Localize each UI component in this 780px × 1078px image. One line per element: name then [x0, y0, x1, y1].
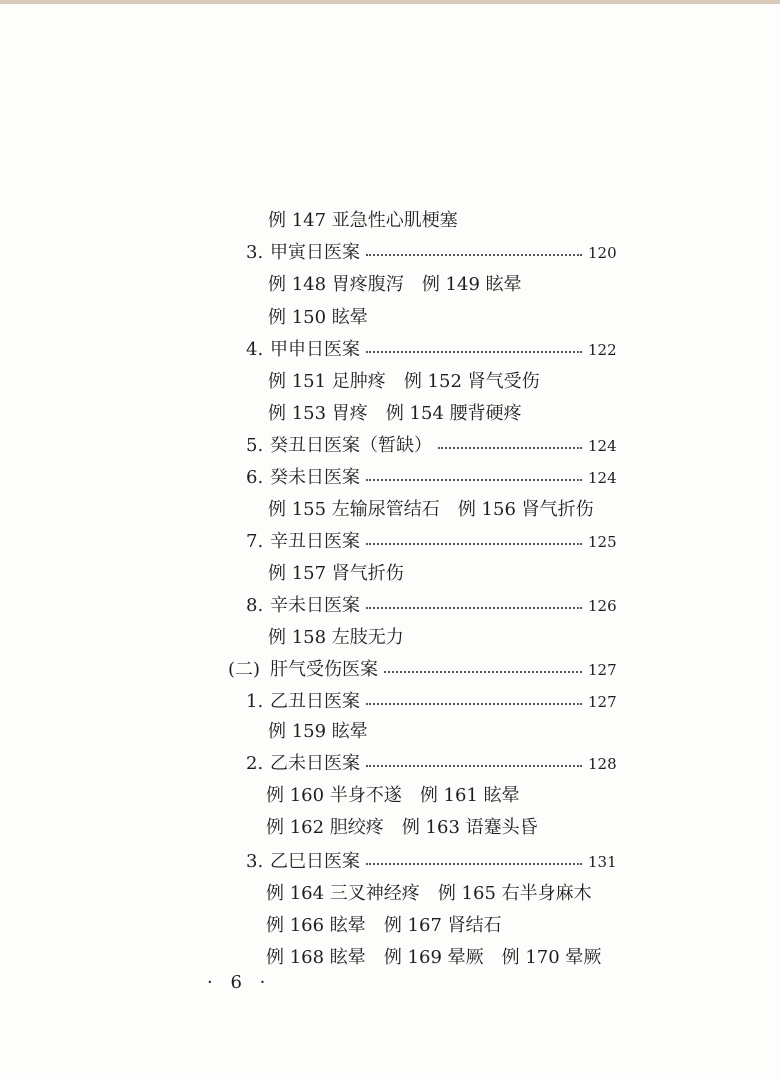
entry-page-number: 125	[588, 533, 617, 551]
entry-number: 8.	[246, 595, 264, 616]
entry-number: 7.	[246, 531, 264, 552]
case-example-line	[268, 207, 476, 235]
toc-entry[interactable]	[246, 528, 617, 556]
case-example: 例 170 晕厥	[501, 947, 602, 968]
entry-page-number: 122	[588, 341, 617, 359]
case-example: 例 148 胃疼腹泻	[268, 274, 404, 295]
case-example-line	[266, 880, 610, 908]
case-example: 例 169 晕厥	[383, 947, 484, 968]
entry-page-number: 124	[588, 469, 617, 487]
case-example-line	[268, 368, 558, 396]
case-example: 例 161 眩晕	[419, 785, 520, 806]
entry-title: 甲申日医案	[270, 339, 360, 360]
case-example: 例 155 左输尿管结石	[268, 499, 440, 520]
case-example-line	[268, 560, 422, 588]
case-example-line	[268, 304, 386, 332]
dot-leader	[366, 765, 582, 767]
case-example: 例 157 肾气折伤	[268, 563, 404, 584]
case-example: 例 151 足肿疼	[268, 371, 386, 392]
entry-number: 4.	[246, 339, 264, 360]
case-example: 例 162 胆绞疼	[266, 817, 384, 838]
entry-page-number: 127	[588, 661, 617, 679]
entry-page-number: 120	[588, 244, 617, 262]
case-example: 例 152 肾气受伤	[403, 371, 540, 392]
entry-page-number: 128	[588, 755, 617, 773]
toc-entry[interactable]	[246, 464, 617, 492]
case-example-line	[266, 814, 556, 842]
entry-page-number: 131	[588, 853, 617, 871]
case-example-line	[268, 624, 422, 652]
case-example-line	[268, 718, 386, 746]
entry-number: (二)	[228, 659, 261, 680]
case-example-line	[266, 782, 538, 810]
case-example-line	[266, 944, 619, 972]
case-example: 例 147 亚急性心肌梗塞	[268, 210, 458, 231]
entry-number: 6.	[246, 467, 264, 488]
case-example-line	[268, 496, 612, 524]
entry-number: 3.	[246, 851, 264, 872]
dot-leader	[366, 479, 582, 481]
case-example: 例 158 左肢无力	[268, 627, 404, 648]
toc-entry[interactable]	[246, 688, 617, 716]
entry-page-number: 126	[588, 597, 617, 615]
toc-section-entry[interactable]	[228, 656, 617, 684]
toc-entry[interactable]	[246, 336, 617, 364]
dot-leader	[366, 254, 582, 256]
page-number: · 6 ·	[207, 972, 272, 993]
case-example: 例 166 眩晕	[266, 915, 366, 936]
entry-title: 乙丑日医案	[270, 691, 360, 712]
case-example: 例 150 眩晕	[268, 307, 368, 328]
dot-leader	[366, 863, 582, 865]
dot-leader	[366, 351, 582, 353]
case-example: 例 156 肾气折伤	[457, 499, 594, 520]
entry-title: 癸丑日医案（暂缺）	[270, 435, 432, 456]
toc-entry[interactable]	[246, 750, 617, 778]
case-example: 例 167 肾结石	[383, 915, 502, 936]
toc-entry[interactable]	[246, 432, 617, 460]
dot-leader	[366, 703, 582, 705]
case-example-line	[268, 400, 540, 428]
entry-number: 1.	[246, 691, 264, 712]
entry-number: 5.	[246, 435, 264, 456]
dot-leader	[366, 543, 582, 545]
case-example: 例 168 眩晕	[266, 947, 366, 968]
case-example: 例 153 胃疼	[268, 403, 368, 424]
entry-number: 3.	[246, 242, 264, 263]
case-example: 例 163 语蹇头昏	[401, 817, 538, 838]
entry-number: 2.	[246, 753, 264, 774]
entry-title: 肝气受伤医案	[270, 659, 378, 680]
case-example-line	[268, 271, 540, 299]
dot-leader	[366, 607, 582, 609]
case-example: 例 160 半身不遂	[266, 785, 402, 806]
case-example: 例 154 腰背硬疼	[385, 403, 522, 424]
case-example-line	[266, 912, 520, 940]
entry-page-number: 124	[588, 437, 617, 455]
entry-title: 甲寅日医案	[270, 242, 360, 263]
case-example: 例 149 眩晕	[421, 274, 522, 295]
entry-page-number: 127	[588, 693, 617, 711]
dot-leader	[438, 447, 582, 449]
entry-title: 癸未日医案	[270, 467, 360, 488]
entry-title: 辛未日医案	[270, 595, 360, 616]
case-example: 例 159 眩晕	[268, 721, 368, 742]
dot-leader	[384, 671, 582, 673]
case-example: 例 165 右半身麻木	[437, 883, 592, 904]
toc-entry[interactable]	[246, 239, 617, 267]
toc-entry[interactable]	[246, 848, 617, 876]
entry-title: 辛丑日医案	[270, 531, 360, 552]
entry-title: 乙巳日医案	[270, 851, 360, 872]
toc-entry[interactable]	[246, 592, 617, 620]
entry-title: 乙未日医案	[270, 753, 360, 774]
case-example: 例 164 三叉神经疼	[266, 883, 420, 904]
